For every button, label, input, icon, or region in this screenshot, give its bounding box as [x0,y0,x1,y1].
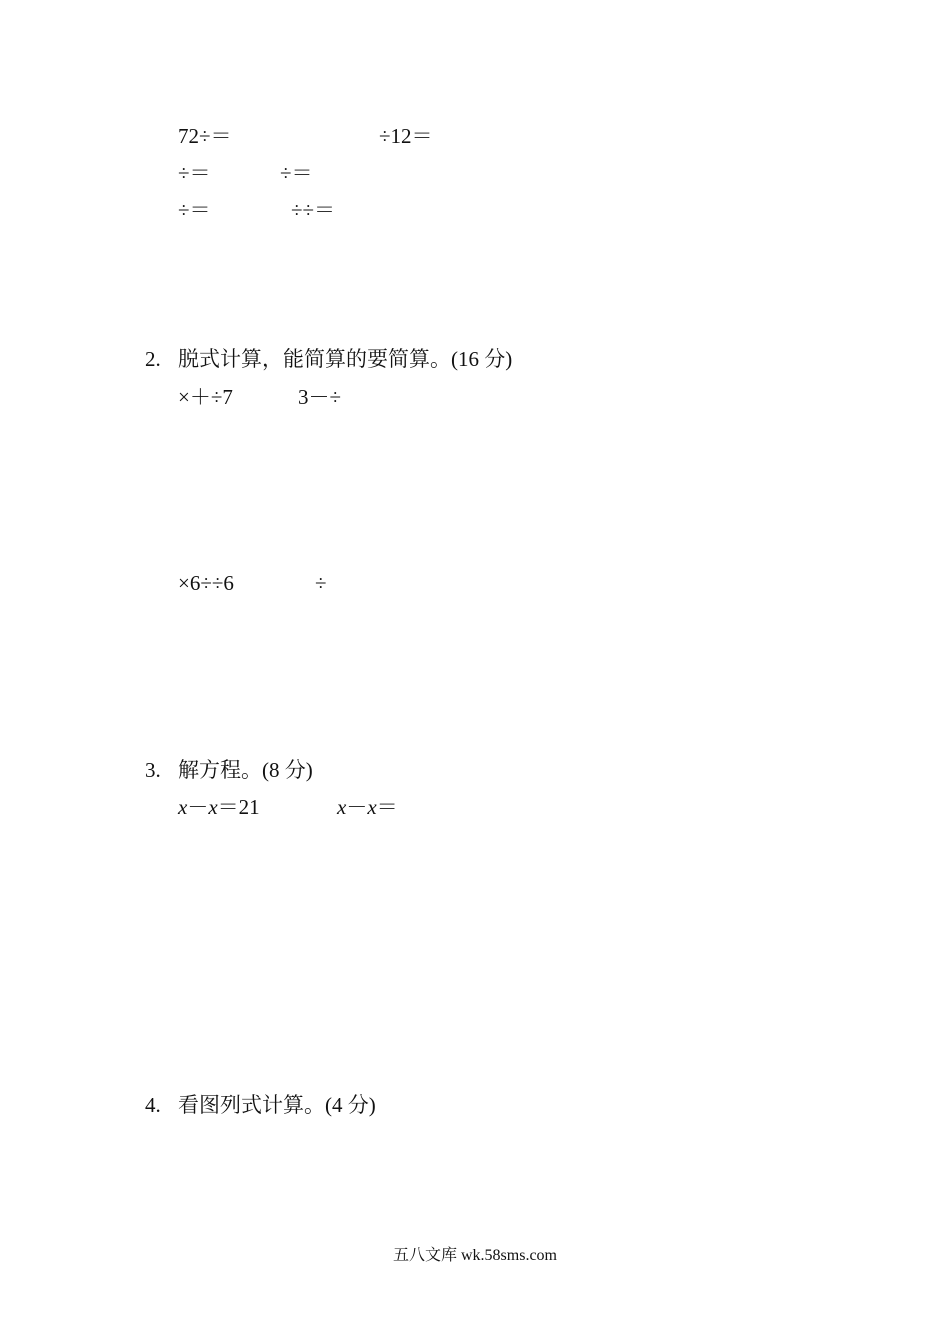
calc-1-1: 72÷＝ [178,124,232,148]
section-3-title: 解方程。(8 分) [178,758,313,782]
calc-3-2: ÷÷＝ [291,198,336,222]
equation-1-rest: ＝21 [217,795,260,819]
expr-2-3: ×6÷÷6 [178,571,234,595]
equation-1-op: － [187,795,209,819]
equation-2 [337,795,398,819]
equation-1 [178,795,260,819]
expr-2-2: 3－÷ [298,385,342,409]
calc-3-1: ÷＝ [178,198,211,222]
section-2-heading [145,347,512,371]
equation-2-var-a: x [337,795,347,819]
calc-1-2: ÷12＝ [379,124,433,148]
expr-2-4: ÷ [315,571,327,595]
section-4-heading [145,1093,376,1117]
footer-watermark: 五八文库 wk.58sms.com [392,1247,557,1264]
equation-1-var-b: x [208,795,218,819]
equation-1-var-a: x [178,795,188,819]
expr-2-1: ×＋÷7 [178,385,233,409]
equation-2-rest: ＝ [376,795,398,819]
section-3-heading [145,758,313,782]
section-3-number: 3. [145,758,161,782]
section-2-number: 2. [145,347,161,371]
section-4-number: 4. [145,1093,161,1117]
calc-2-2: ÷＝ [280,161,313,185]
calc-2-1: ÷＝ [178,161,211,185]
equation-2-var-b: x [367,795,377,819]
section-4-title: 看图列式计算。(4 分) [178,1093,376,1117]
equation-2-op: － [346,795,368,819]
section-2-title: 脱式计算，能简算的要简算。(16 分) [178,347,513,371]
